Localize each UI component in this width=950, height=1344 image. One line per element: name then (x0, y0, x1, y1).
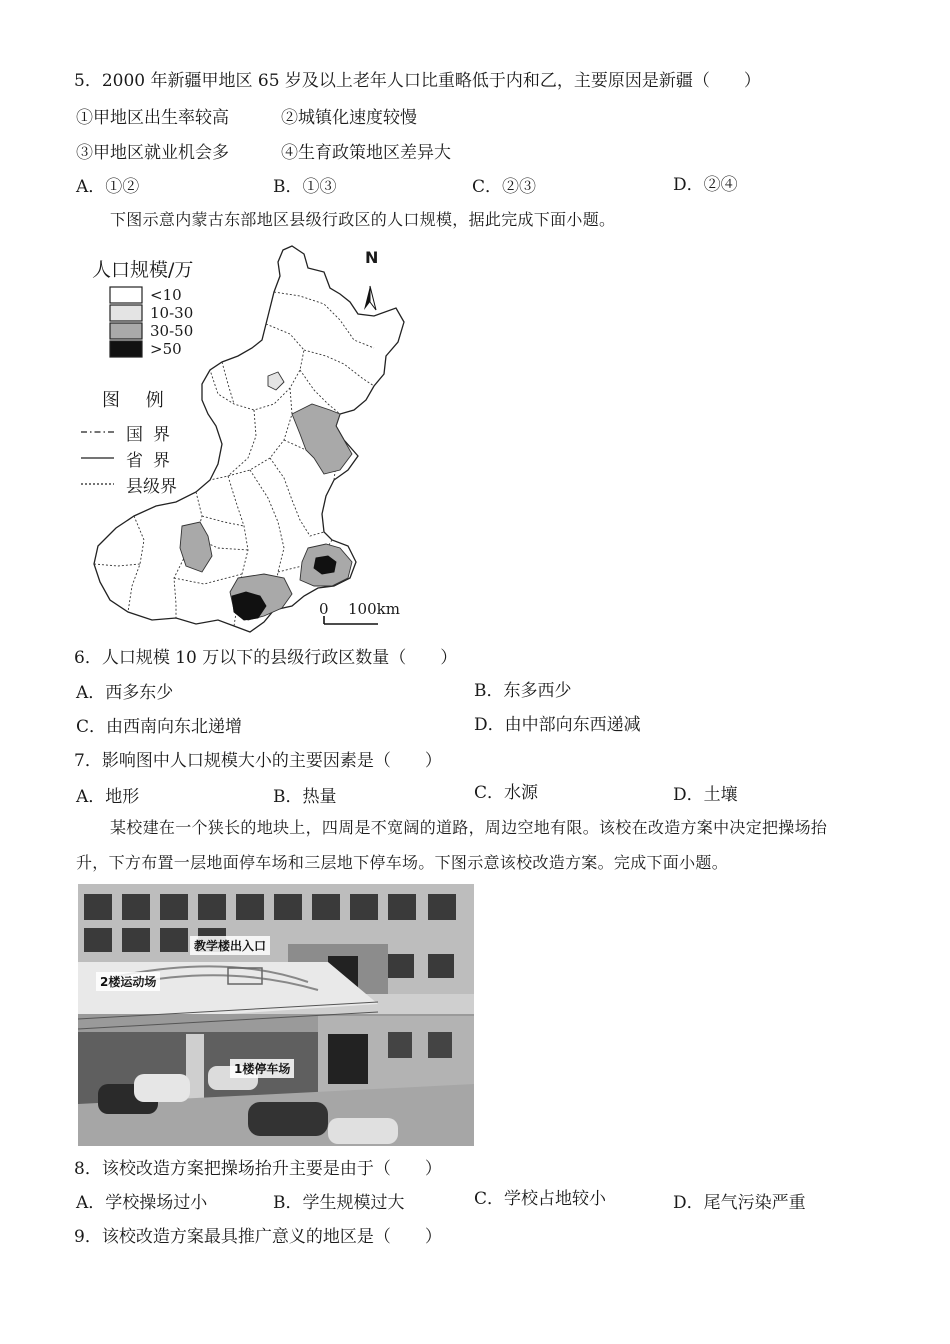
q5-item-2: ②城镇化速度较慢 (281, 108, 417, 128)
photo-drawing (78, 884, 474, 1146)
school-intro-line1: 某校建在一个狭长的地块上，四周是不宽阔的道路，周边空地有限。该校在改造方案中决定把操场抬 (110, 818, 828, 837)
question-8-stem: 8．该校改造方案把操场抬升主要是由于（ ） (74, 1159, 442, 1179)
q5-item-4: ④生育政策地区差异大 (281, 143, 451, 163)
q5-option-b[interactable]: B．①③ (273, 177, 337, 197)
question-6-stem: 6．人口规模 10 万以下的县级行政区数量（ ） (74, 648, 458, 668)
legend-header: 图 例 (102, 390, 174, 411)
scale-distance-label: 100km (348, 600, 400, 618)
q6-option-a[interactable]: A．西多东少 (76, 683, 174, 703)
legend-label-lt10: <10 (150, 286, 182, 304)
q6-option-d[interactable]: D．由中部向东西递减 (474, 715, 641, 735)
population-map-figure (78, 244, 418, 636)
q5-option-a[interactable]: A．①② (76, 177, 140, 197)
legend-swatch-lt10 (110, 287, 142, 303)
legend-county-label: 县级界 (126, 477, 177, 497)
q8-option-a[interactable]: A．学校操场过小 (76, 1193, 208, 1213)
scale-zero-label: 0 (319, 600, 329, 618)
legend-swatch-10-30 (110, 305, 142, 321)
q8-option-b[interactable]: B．学生规模过大 (273, 1193, 405, 1213)
school-renovation-photo (78, 884, 474, 1146)
q7-option-d[interactable]: D．土壤 (673, 785, 738, 805)
q6-option-b[interactable]: B．东多西少 (474, 681, 572, 701)
legend-label-10-30: 10-30 (150, 304, 194, 322)
photo-label-parking: 1楼停车场 (230, 1059, 294, 1078)
q8-option-c[interactable]: C．学校占地较小 (474, 1189, 607, 1209)
q7-option-b[interactable]: B．热量 (273, 787, 337, 807)
legend-label-30-50: 30-50 (150, 322, 194, 340)
north-arrow-icon (364, 286, 376, 310)
legend-swatch-30-50 (110, 323, 142, 339)
photo-label-entrance: 教学楼出入口 (190, 936, 270, 955)
question-5-stem: 5．2000 年新疆甲地区 65 岁及以上老年人口比重略低于内和乙，主要原因是新疆（ ） (74, 71, 761, 91)
q7-option-a[interactable]: A．地形 (76, 787, 140, 807)
question-7-stem: 7．影响图中人口规模大小的主要因素是（ ） (74, 751, 442, 771)
north-label: N (365, 248, 379, 267)
q5-item-3: ③甲地区就业机会多 (76, 143, 229, 163)
legend-swatches (110, 287, 142, 357)
legend-swatch-gt50 (110, 341, 142, 357)
q6-option-c[interactable]: C．由西南向东北递增 (76, 717, 243, 737)
q7-option-c[interactable]: C．水源 (474, 783, 539, 803)
photo-label-field: 2楼运动场 (96, 972, 160, 991)
q5-option-c[interactable]: C．②③ (472, 177, 537, 197)
map-intro-text: 下图示意内蒙古东部地区县级行政区的人口规模，据此完成下面小题。 (110, 210, 616, 229)
legend-province-label: 省界 (126, 451, 180, 471)
legend-national-label: 国界 (126, 425, 180, 445)
q5-item-1: ①甲地区出生率较高 (76, 108, 229, 128)
school-intro-line2: 升，下方布置一层地面停车场和三层地下停车场。下图示意该校改造方案。完成下面小题。 (76, 853, 729, 872)
q8-option-d[interactable]: D．尾气污染严重 (673, 1193, 806, 1213)
question-9-stem: 9．该校改造方案最具推广意义的地区是（ ） (74, 1227, 442, 1247)
legend-label-gt50: >50 (150, 340, 182, 358)
q5-option-d[interactable]: D．②④ (673, 175, 738, 195)
legend-title: 人口规模/万 (92, 259, 194, 281)
